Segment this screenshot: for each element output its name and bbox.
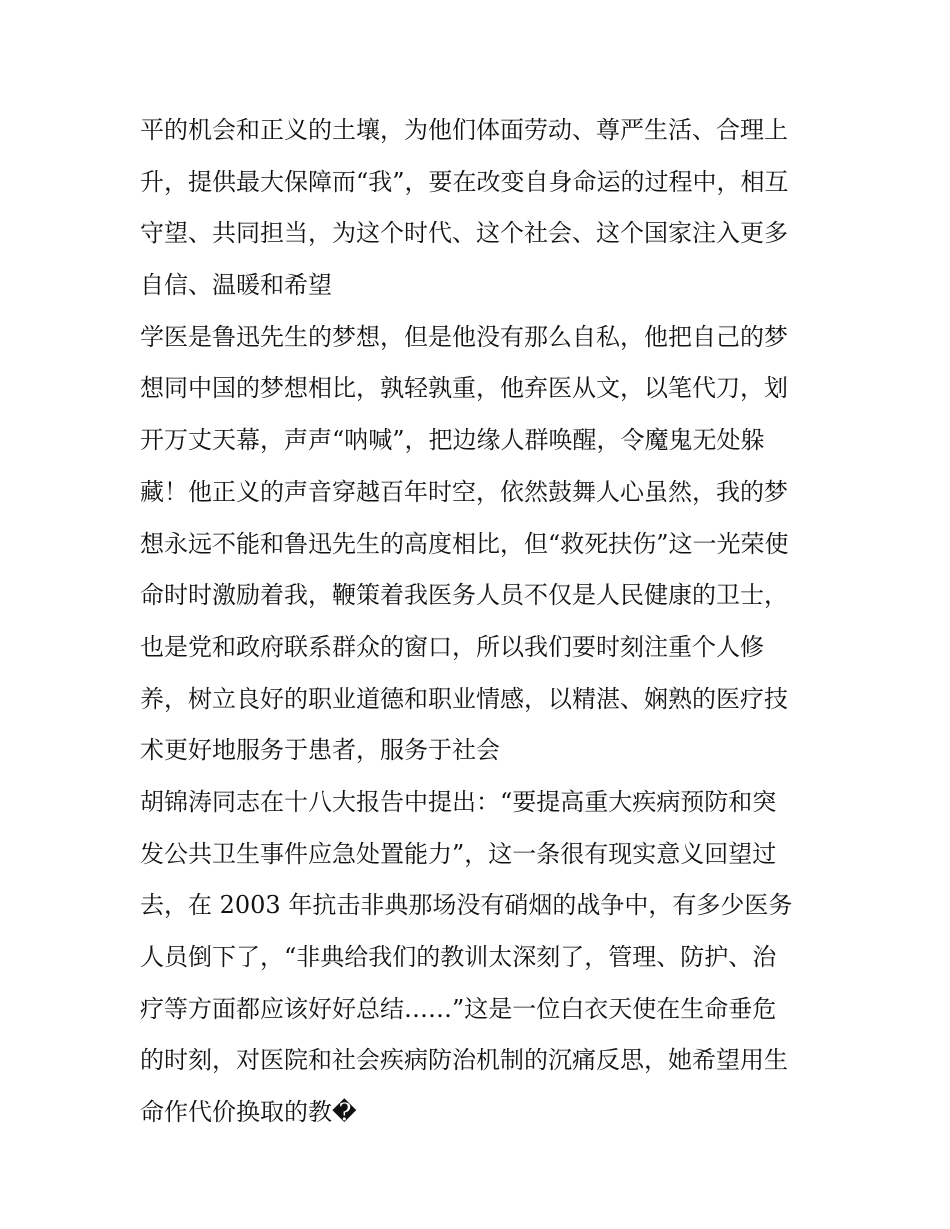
text-line: 的时刻，对医院和社会疾病防治机制的沉痛反思，她希望用生 (140, 1046, 788, 1075)
text-line: 升，提供最大保障而“我”，要在改变自身命运的过程中，相互 (140, 167, 789, 196)
text-line: 平的机会和正义的土壤，为他们体面劳动、尊严生活、合理上 (140, 116, 788, 144)
body-text (140, 105, 820, 1139)
text-line: 发公共卫生事件应急处置能力”，这一条很有现实意义回望过 (140, 839, 777, 868)
text-line: 藏！他正义的声音穿越百年时空，依然鼓舞人心虽然，我的梦 (140, 477, 788, 506)
text-line: 命时时激励着我，鞭策着我医务人员不仅是人民健康的卫士， (140, 581, 788, 610)
text-line: 胡锦涛同志在十八大报告中提出：“要提高重大疾病预防和突 (140, 787, 777, 816)
text-line: 疗等方面都应该好好总结……”这是一位白衣天使在生命垂危 (140, 994, 777, 1023)
text-line: 术更好地服务于患者，服务于社会 (140, 736, 500, 765)
text-line: 养，树立良好的职业道德和职业情感，以精湛、娴熟的医疗技 (140, 684, 788, 713)
text-line: 命作代价换取的教� (140, 1098, 357, 1127)
text-line: 人员倒下了，“非典给我们的教训太深刻了，管理、防护、治 (140, 943, 777, 971)
text-line: 也是党和政府联系群众的窗口，所以我们要时刻注重个人修 (140, 632, 764, 661)
text-line: 想同中国的梦想相比，孰轻孰重，他弃医从文，以笔代刀，划 (140, 374, 788, 403)
text-line: 去，在 2003 年抗击非典那场没有硝烟的战争中，有多少医务 (140, 891, 793, 920)
text-line: 学医是鲁迅先生的梦想，但是他没有那么自私，他把自己的梦 (140, 322, 788, 351)
text-line: 守望、共同担当，为这个时代、这个社会、这个国家注入更多 (140, 219, 788, 248)
text-line: 自信、温暖和希望 (140, 271, 332, 300)
text-line: 想永远不能和鲁迅先生的高度相比，但“救死扶伤”这一光荣使 (140, 529, 789, 558)
text-line: 开万丈天幕，声声“呐喊”，把边缘人群唤醒，令魔鬼无处躲 (140, 426, 765, 455)
